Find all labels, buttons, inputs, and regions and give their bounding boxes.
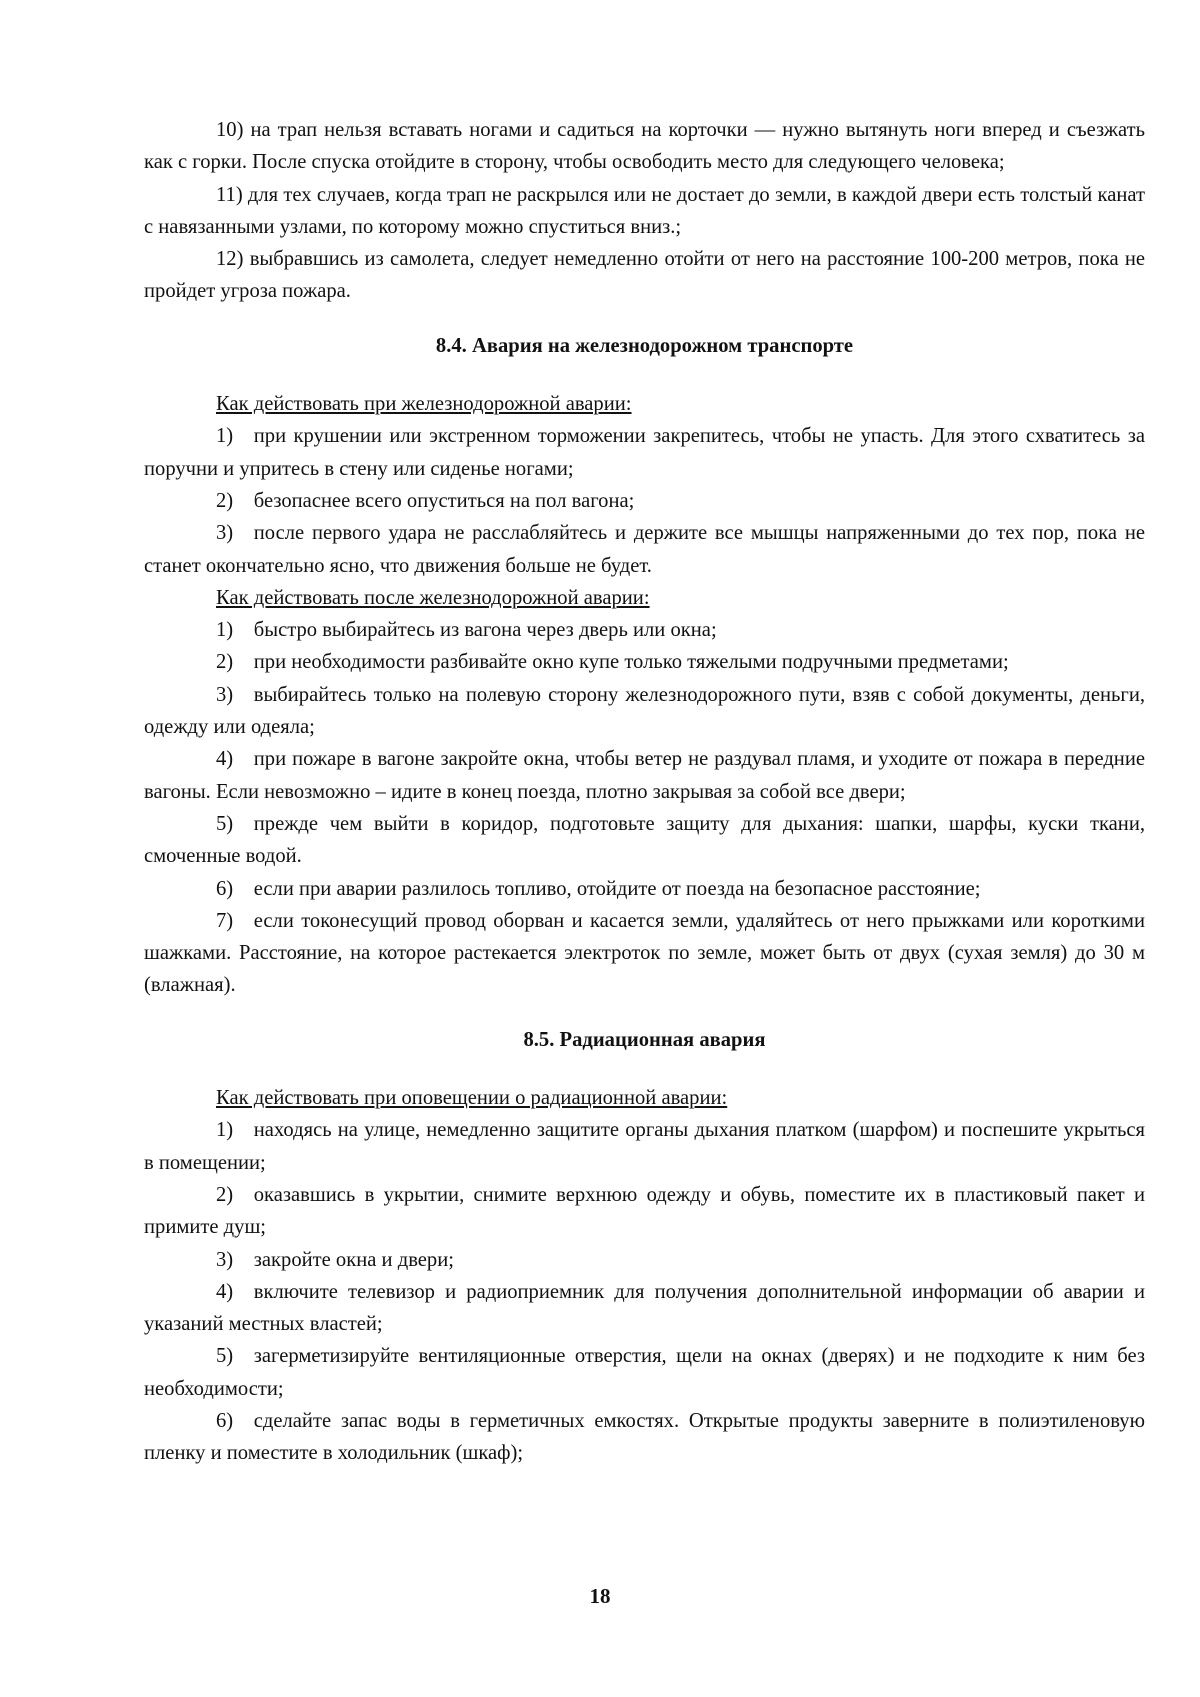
list-item: 3) закройте окна и двери; bbox=[216, 1248, 454, 1271]
list-item: 6) сделайте запас воды в герметичных емкостях. Открытые продукты заверните в полиэтиленовую пленку и поместите в холодильник (шкаф); bbox=[144, 1409, 1145, 1465]
page-number: 18 bbox=[589, 1584, 611, 1608]
list-item: 12) выбравшись из самолета, следует немедленно отойти от него на расстояние 100-200 метров, пока не пройдет угроза пожара. bbox=[144, 248, 1145, 303]
list-item: 5) прежде чем выйти в коридор, подготовьте защиту для дыхания: шапки, шарфы, куски ткани, смоченные водой. bbox=[144, 812, 1145, 868]
list-item: 4) при пожаре в вагоне закройте окна, чтобы ветер не раздувал пламя, и уходите от пожара в передние вагоны. Если невозможно – идите в конец поезда, плотно закрывая за собой все двери; bbox=[144, 748, 1145, 803]
list-item: 2) при необходимости разбивайте окно купе только тяжелыми подручными предметами; bbox=[216, 651, 1009, 674]
list-item: 2) безопаснее всего опуститься на пол вагона; bbox=[216, 489, 635, 512]
list-item: 4) включите телевизор и радиоприемник для получения дополнительной информации об аварии и указаний местных властей; bbox=[144, 1280, 1145, 1336]
list-item: 1) находясь на улице, немедленно защитите органы дыхания платком (шарфом) и поспешите укрыться в помещении; bbox=[144, 1119, 1145, 1174]
list-item: 11) для тех случаев, когда трап не раскрылся или не достает до земли, в каждой двери есть толстый канат с навязанными узлами, по которому можно спуститься вниз.; bbox=[144, 183, 1145, 238]
list-item: 6) если при аварии разлилось топливо, отойдите от поезда на безопасное расстояние; bbox=[216, 877, 981, 900]
list-item: 1) при крушении или экстренном торможении закрепитесь, чтобы не упасть. Для этого схватитесь за поручни и упритесь в стену или сиденье ногами; bbox=[144, 425, 1145, 480]
list-item: 7) если токонесущий провод оборван и касается земли, удаляйтесь от него прыжками или короткими шажками. Расстояние, на которое растекается электроток по земле, может быть от двух (сухая земля) до 30 м (влажная). bbox=[144, 909, 1145, 997]
section-heading-8-5: 8.5. Радиационная авария bbox=[523, 1028, 766, 1051]
subsection-title-during: Как действовать при железнодорожной аварии: bbox=[216, 393, 632, 416]
list-item: 1) быстро выбирайтесь из вагона через дверь или окна; bbox=[216, 619, 717, 642]
list-item: 3) выбирайтесь только на полевую сторону железнодорожного пути, взяв с собой документы, деньги, одежду или одеяла; bbox=[144, 683, 1145, 739]
list-item: 10) на трап нельзя вставать ногами и садиться на корточки — нужно вытянуть ноги вперед и съезжать как с горки. После спуска отойдите в сторону, чтобы освободить место для следующего человека; bbox=[144, 119, 1145, 174]
list-item: 2) оказавшись в укрытии, снимите верхнюю одежду и обувь, поместите их в пластиковый пакет и примите душ; bbox=[144, 1183, 1145, 1239]
subsection-title-radiation: Как действовать при оповещении о радиационной аварии: bbox=[216, 1087, 728, 1110]
list-item: 5) загерметизируйте вентиляционные отверстия, щели на окнах (дверях) и не подходите к ним без необходимости; bbox=[144, 1345, 1145, 1400]
list-item: 3) после первого удара не расслабляйтесь и держите все мышцы напряженными до тех пор, пока не станет окончательно ясно, что движения больше не будет. bbox=[144, 522, 1145, 577]
subsection-title-after: Как действовать после железнодорожной аварии: bbox=[216, 586, 650, 609]
section-heading-8-4: 8.4. Авария на железнодорожном транспорте bbox=[435, 334, 854, 357]
document-page bbox=[144, 114, 1145, 1470]
